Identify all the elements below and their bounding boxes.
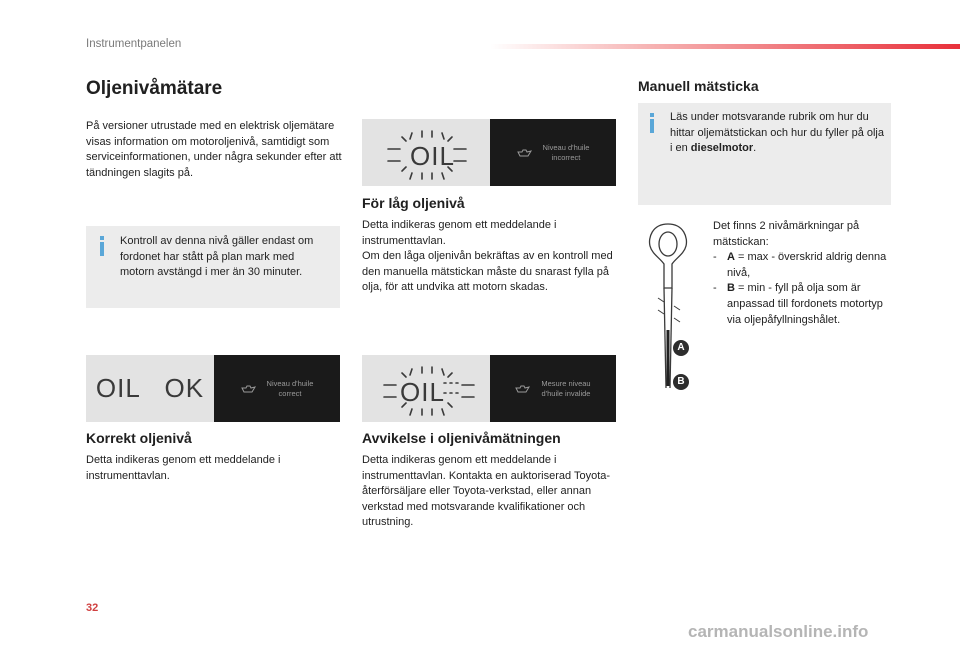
info-icon bbox=[650, 119, 654, 133]
list-item: - B = min - fyll på olja som är anpassad till fordonets motortyp via oljepåfyllningshålet. bbox=[713, 282, 883, 326]
lcd-oil-text: OIL bbox=[400, 377, 445, 407]
lcd-oil-ok-text: OIL OK bbox=[95, 373, 205, 403]
intro-text: På versioner utrustade med en elektrisk oljemätare visas information om motoroljenivå, samtidigt som serviceinformationen, under några sekunder efter att tändningen slagits på. bbox=[86, 120, 342, 179]
oil-can-icon bbox=[517, 148, 533, 158]
page-title: Oljenivåmätare bbox=[86, 78, 223, 99]
message-screen bbox=[214, 355, 340, 422]
display-oil-ok bbox=[86, 355, 340, 422]
lcd-oil-ok bbox=[86, 355, 214, 422]
correct-level-title: Korrekt oljenivå bbox=[86, 430, 192, 446]
header-accent-bar bbox=[490, 44, 960, 49]
section-header: Instrumentpanelen bbox=[86, 38, 182, 50]
dipstick-intro: Det finns 2 nivåmärkningar på mätstickan: bbox=[713, 220, 860, 248]
dipstick-note-text: Läs under motsvarande rubrik om hur du hittar oljemätstickan och hur du fyller på olja i en dieselmotor. bbox=[670, 111, 884, 155]
list-item: - A = max - överskrid aldrig denna nivå, bbox=[713, 251, 887, 279]
fault-level-title: Avvikelse i oljenivåmätningen bbox=[362, 430, 561, 446]
watermark: carmanualsonline.info bbox=[688, 622, 869, 641]
message-text: Niveau d'huile incorrect bbox=[542, 142, 590, 162]
page-number: 32 bbox=[86, 602, 99, 614]
display-oil-fault bbox=[362, 355, 616, 422]
message-screen bbox=[490, 119, 616, 186]
display-low-oil bbox=[362, 119, 616, 186]
fault-level-text: Detta indikeras genom ett meddelande i instrumenttavlan. Kontakta en auktoriserad Toyota-återförsäljare eller Toyota-verkstad, eller annan verkstad med motsvarande kvalifikationer och utrustning. bbox=[362, 454, 611, 529]
correct-level-text: Detta indikeras genom ett meddelande i instrumenttavlan. bbox=[86, 454, 281, 482]
note-box-dipstick bbox=[638, 103, 891, 205]
lcd-oil-text: OIL bbox=[410, 141, 455, 171]
dipstick-description bbox=[713, 219, 889, 328]
note-text: Kontroll av denna nivå gäller endast om fordonet har stått på plan mark med motorn avstängd i mer än 30 minuter. bbox=[120, 235, 314, 279]
lcd-oil-blinking bbox=[362, 119, 490, 186]
marker-b: B bbox=[673, 374, 689, 390]
oil-can-icon bbox=[241, 384, 257, 394]
message-screen bbox=[490, 355, 616, 422]
message-text: Mesure niveau d'huile invalide bbox=[541, 378, 591, 398]
low-level-title: För låg oljenivå bbox=[362, 195, 465, 211]
dipstick-illustration bbox=[640, 218, 700, 398]
note-box-level-check bbox=[86, 226, 340, 308]
low-level-text: Detta indikeras genom ett meddelande i instrumenttavlan. Om den låga oljenivån bekräftas av en kontroll med den manuella mätstickan måste du snarast fylla på olja, för att undvika att motorn skadas. bbox=[362, 219, 613, 294]
oil-can-icon bbox=[515, 384, 531, 394]
lcd-oil-dashes bbox=[362, 355, 490, 422]
info-icon bbox=[100, 242, 104, 256]
marker-a: A bbox=[673, 340, 689, 356]
message-text: Niveau d'huile correct bbox=[266, 378, 314, 398]
manual-dipstick-title: Manuell mätsticka bbox=[638, 78, 759, 94]
